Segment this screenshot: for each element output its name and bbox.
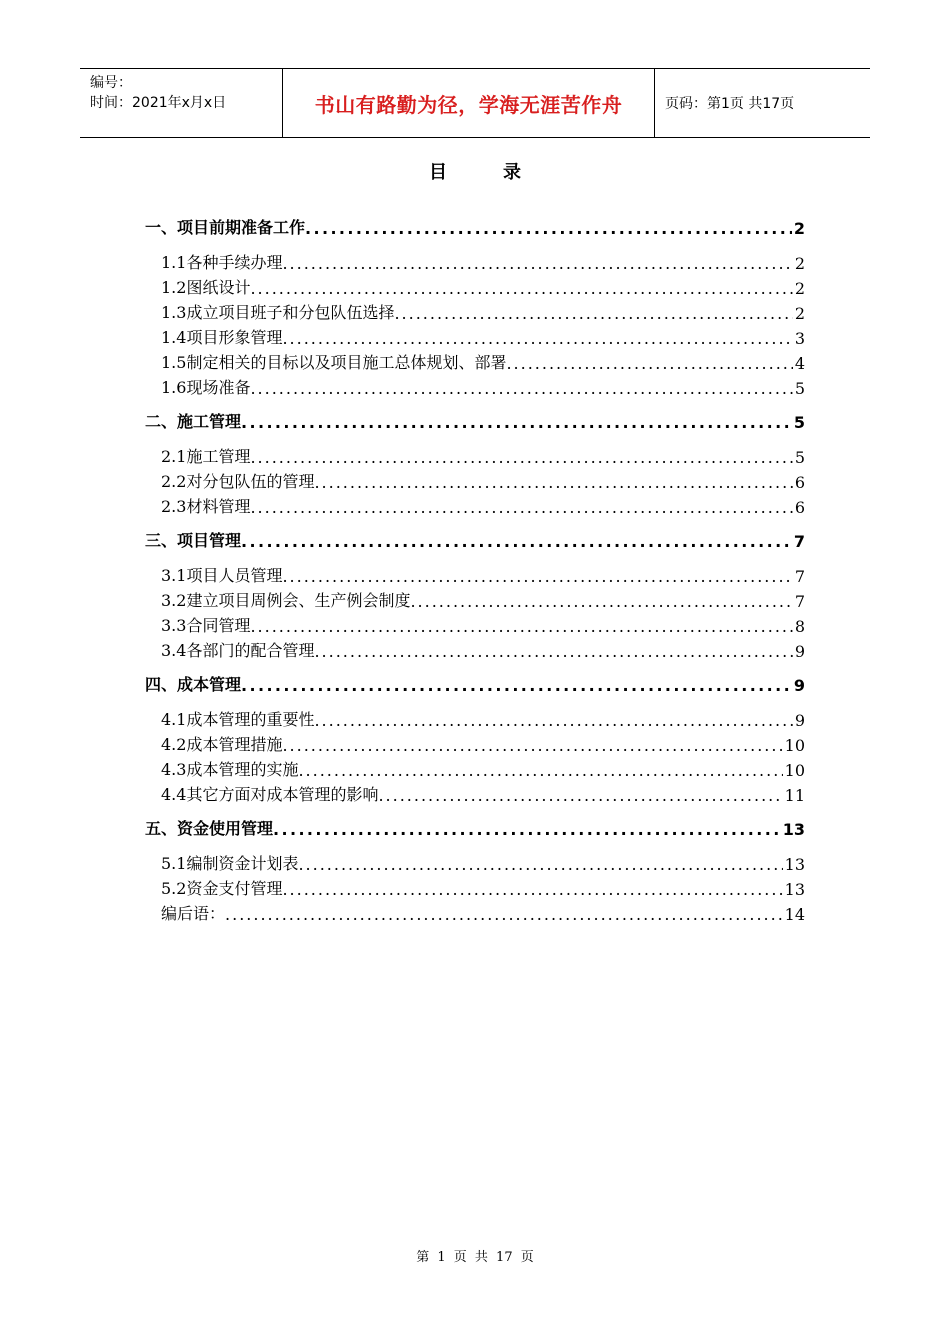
header-page-info: 页码：第1页 共17页 bbox=[665, 96, 795, 112]
toc-leader-dots bbox=[314, 711, 792, 730]
toc-section[interactable] bbox=[145, 815, 805, 839]
toc-subsection[interactable] bbox=[145, 492, 805, 517]
toc-entry-label: 2.1施工管理 bbox=[161, 447, 251, 466]
toc-subsection[interactable] bbox=[145, 780, 805, 805]
toc-section[interactable] bbox=[145, 527, 805, 551]
toc-entry-label: 2.2对分包队伍的管理 bbox=[161, 472, 315, 491]
toc-entry-label: 二、施工管理 bbox=[145, 412, 242, 431]
toc-entry-page: 7 bbox=[794, 567, 805, 586]
toc-entry-label: 4.2成本管理措施 bbox=[161, 735, 283, 754]
toc-entry-page: 13 bbox=[784, 855, 805, 874]
toc-entry-label: 1.4项目形象管理 bbox=[161, 328, 283, 347]
toc-entry-label: 1.2图纸设计 bbox=[161, 278, 251, 297]
toc-leader-dots bbox=[314, 473, 792, 492]
toc-subsection[interactable] bbox=[145, 611, 805, 636]
toc-entry-label: 3.2建立项目周例会、生产例会制度 bbox=[161, 591, 411, 610]
toc-entry-label: 3.1项目人员管理 bbox=[161, 566, 283, 585]
toc-entry-page: 4 bbox=[794, 354, 805, 373]
toc-subsection[interactable] bbox=[145, 899, 805, 924]
toc-leader-dots bbox=[250, 448, 792, 467]
toc-subsection[interactable] bbox=[145, 849, 805, 874]
toc-entry-label: 4.4其它方面对成本管理的影响 bbox=[161, 785, 379, 804]
toc-entry-page: 2 bbox=[794, 279, 805, 298]
toc-section[interactable] bbox=[145, 671, 805, 695]
toc-entry-page: 9 bbox=[794, 711, 805, 730]
toc-entry-page: 11 bbox=[784, 786, 805, 805]
toc-subsection[interactable] bbox=[145, 705, 805, 730]
toc-entry-page: 5 bbox=[794, 448, 805, 467]
toc-entry-page: 6 bbox=[794, 473, 805, 492]
toc-leader-dots bbox=[298, 761, 782, 780]
toc-entry-page: 13 bbox=[784, 880, 805, 899]
toc-entry-label: 3.3合同管理 bbox=[161, 616, 251, 635]
page-header bbox=[80, 68, 870, 138]
toc-entry-page: 9 bbox=[793, 676, 805, 695]
toc-entry-label: 1.5制定相关的目标以及项目施工总体规划、部署 bbox=[161, 353, 507, 372]
toc-leader-dots bbox=[282, 567, 792, 586]
date-label: 时间：2021年x月x日 bbox=[90, 95, 227, 111]
toc-leader-dots bbox=[250, 617, 792, 636]
toc-entry-label: 1.1各种手续办理 bbox=[161, 253, 283, 272]
toc-leader-dots bbox=[282, 880, 782, 899]
toc-leader-dots bbox=[250, 379, 792, 398]
toc-entry-page: 5 bbox=[794, 379, 805, 398]
toc-entry-page: 10 bbox=[784, 761, 805, 780]
toc-subsection[interactable] bbox=[145, 323, 805, 348]
toc-leader-dots bbox=[241, 676, 792, 695]
toc-entry-label: 2.3材料管理 bbox=[161, 497, 251, 516]
toc-subsection[interactable] bbox=[145, 298, 805, 323]
toc-entry-page: 8 bbox=[794, 617, 805, 636]
toc-entry-label: 三、项目管理 bbox=[145, 531, 242, 550]
toc-title: 目录 bbox=[429, 162, 577, 183]
toc-subsection[interactable] bbox=[145, 467, 805, 492]
header-slogan: 书山有路勤为径，学海无涯苦作舟 bbox=[282, 69, 655, 137]
toc-entry-label: 4.3成本管理的实施 bbox=[161, 760, 299, 779]
toc-entry-label: 1.6现场准备 bbox=[161, 378, 251, 397]
toc-leader-dots bbox=[241, 532, 792, 551]
toc-leader-dots bbox=[298, 855, 782, 874]
toc-entry-label: 四、成本管理 bbox=[145, 675, 242, 694]
toc-subsection[interactable] bbox=[145, 273, 805, 298]
toc-entry-page: 13 bbox=[782, 820, 805, 839]
toc-subsection[interactable] bbox=[145, 348, 805, 373]
table-of-contents bbox=[145, 214, 805, 924]
toc-section[interactable] bbox=[145, 214, 805, 238]
toc-entry-page: 3 bbox=[794, 329, 805, 348]
toc-entry-page: 10 bbox=[784, 736, 805, 755]
toc-entry-label: 一、项目前期准备工作 bbox=[145, 218, 306, 237]
toc-leader-dots bbox=[410, 592, 792, 611]
toc-subsection[interactable] bbox=[145, 755, 805, 780]
toc-leader-dots bbox=[273, 820, 781, 839]
toc-entry-label: 3.4各部门的配合管理 bbox=[161, 641, 315, 660]
toc-leader-dots bbox=[282, 329, 792, 348]
toc-leader-dots bbox=[250, 498, 792, 517]
toc-subsection[interactable] bbox=[145, 442, 805, 467]
toc-entry-page: 2 bbox=[794, 254, 805, 273]
toc-entry-page: 7 bbox=[794, 592, 805, 611]
toc-subsection[interactable] bbox=[145, 730, 805, 755]
header-meta bbox=[80, 69, 282, 137]
toc-leader-dots bbox=[225, 905, 783, 924]
toc-entry-label: 五、资金使用管理 bbox=[145, 819, 274, 838]
toc-leader-dots bbox=[282, 736, 782, 755]
code-label: 编号： bbox=[90, 75, 132, 91]
toc-entry-page: 7 bbox=[793, 532, 805, 551]
toc-entry-label: 5.2资金支付管理 bbox=[161, 879, 283, 898]
page-footer: 第 1 页 共 17 页 bbox=[416, 1250, 534, 1265]
toc-subsection[interactable] bbox=[145, 874, 805, 899]
toc-leader-dots bbox=[250, 279, 792, 298]
toc-leader-dots bbox=[378, 786, 782, 805]
toc-leader-dots bbox=[305, 219, 792, 238]
toc-entry-label: 编后语： bbox=[161, 904, 226, 923]
toc-entry-page: 2 bbox=[794, 304, 805, 323]
toc-entry-page: 6 bbox=[794, 498, 805, 517]
toc-entry-page: 2 bbox=[793, 219, 805, 238]
toc-leader-dots bbox=[506, 354, 792, 373]
toc-subsection[interactable] bbox=[145, 561, 805, 586]
toc-subsection[interactable] bbox=[145, 373, 805, 398]
toc-entry-page: 14 bbox=[784, 905, 805, 924]
toc-leader-dots bbox=[241, 413, 792, 432]
toc-leader-dots bbox=[314, 642, 792, 661]
toc-subsection[interactable] bbox=[145, 248, 805, 273]
toc-leader-dots bbox=[282, 254, 792, 273]
toc-entry-page: 9 bbox=[794, 642, 805, 661]
toc-entry-label: 5.1编制资金计划表 bbox=[161, 854, 299, 873]
toc-subsection[interactable] bbox=[145, 636, 805, 661]
toc-subsection[interactable] bbox=[145, 586, 805, 611]
toc-entry-label: 1.3成立项目班子和分包队伍选择 bbox=[161, 303, 395, 322]
toc-leader-dots bbox=[394, 304, 792, 323]
toc-section[interactable] bbox=[145, 408, 805, 432]
toc-entry-label: 4.1成本管理的重要性 bbox=[161, 710, 315, 729]
toc-entry-page: 5 bbox=[793, 413, 805, 432]
